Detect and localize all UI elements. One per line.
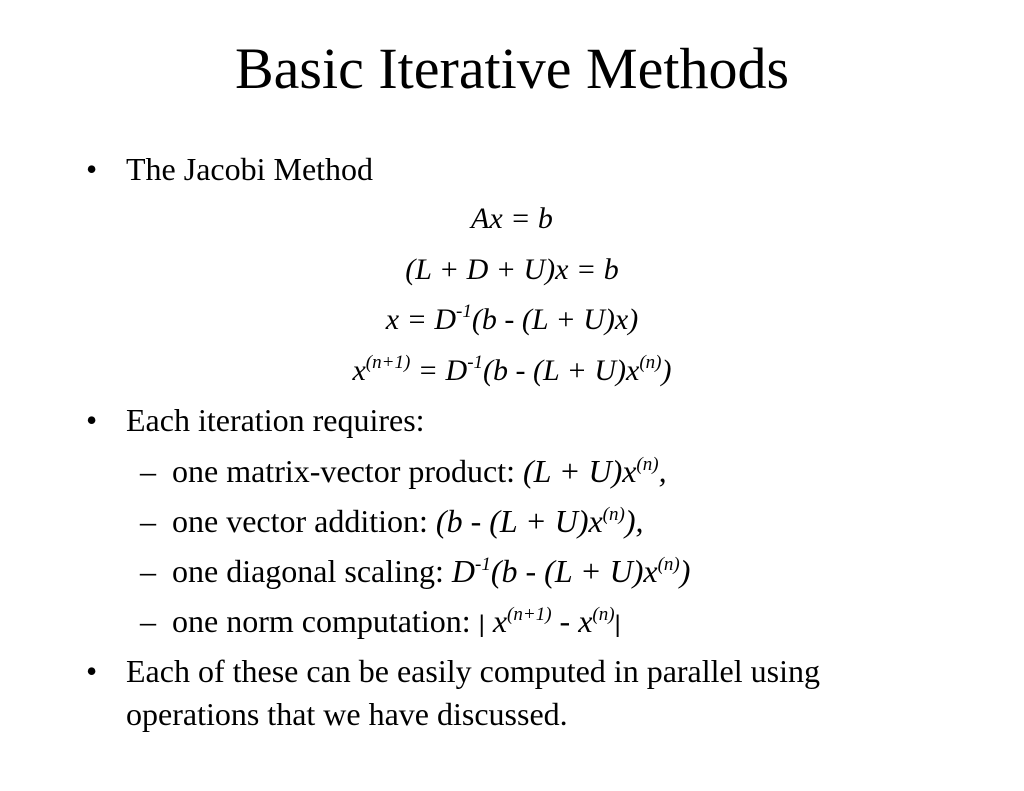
sub-bullet-vector-addition [172, 501, 643, 541]
sub-bullet-norm-computation [172, 601, 621, 645]
sub-bullet-text: one diagonal scaling: [172, 553, 452, 589]
math-expression: x [484, 603, 508, 639]
math-superscript: (n) [657, 554, 680, 575]
norm-bar-open: | [478, 611, 485, 638]
math-superscript: (n+1) [507, 604, 552, 625]
math-expression: (L + U)x [522, 453, 637, 489]
bullet-parallel-line-2: operations that we have discussed. [126, 696, 568, 732]
math-punctuation: ) [679, 553, 691, 589]
sub-bullet-text: one matrix-vector product: [172, 453, 523, 489]
math-expression: - x [551, 603, 593, 639]
sub-bullet-diagonal-scaling [172, 551, 690, 591]
math-punctuation: , [658, 453, 667, 489]
math-superscript: (n) [636, 454, 659, 475]
eq4-part-c: (b - (L + U)x [483, 354, 640, 387]
bullet-marker: • [86, 402, 98, 438]
equation-ax-equals-b: Ax = b [471, 202, 553, 235]
eq3-part-a: x = D [385, 303, 457, 336]
equation-solve-x [0, 300, 1024, 340]
math-expression: D [451, 553, 476, 589]
eq4-superscript-1: (n+1) [365, 352, 411, 373]
eq4-part-d: ) [661, 354, 672, 387]
bullet-marker: • [86, 151, 98, 187]
norm-bar-close: | [614, 611, 621, 638]
sub-bullet-dash: – [140, 603, 156, 639]
sub-bullet-text: one vector addition: [172, 503, 436, 539]
math-expression: (b - (L + U)x [490, 553, 658, 589]
eq4-superscript-2: -1 [467, 352, 484, 373]
math-superscript: -1 [475, 554, 491, 575]
sub-bullet-text: one norm computation: [172, 603, 479, 639]
bullet-iteration-requires: Each iteration requires: [126, 402, 425, 438]
sub-bullet-dash: – [140, 453, 156, 489]
math-superscript: (n) [602, 504, 625, 525]
math-superscript: (n) [592, 604, 615, 625]
sub-bullet-matrix-vector-product [172, 451, 667, 491]
eq4-superscript-3: (n) [639, 352, 662, 373]
bullet-parallel-line-1: Each of these can be easily computed in parallel using [126, 653, 820, 689]
sub-bullet-dash: – [140, 553, 156, 589]
eq3-part-b: (b - (L + U)x) [471, 303, 639, 336]
equation-split-matrix: (L + D + U)x = b [405, 253, 619, 286]
eq4-part-b: = D [410, 354, 468, 387]
eq3-exponent: -1 [456, 301, 472, 322]
math-expression: (b - (L + U)x [435, 503, 603, 539]
bullet-marker: • [86, 653, 98, 689]
slide-title: Basic Iterative Methods [234, 36, 790, 101]
math-punctuation: ), [624, 503, 644, 539]
eq4-part-a: x [352, 354, 366, 387]
bullet-jacobi-method: The Jacobi Method [126, 151, 374, 187]
sub-bullet-dash: – [140, 503, 156, 539]
equation-jacobi-iteration [0, 351, 1024, 391]
